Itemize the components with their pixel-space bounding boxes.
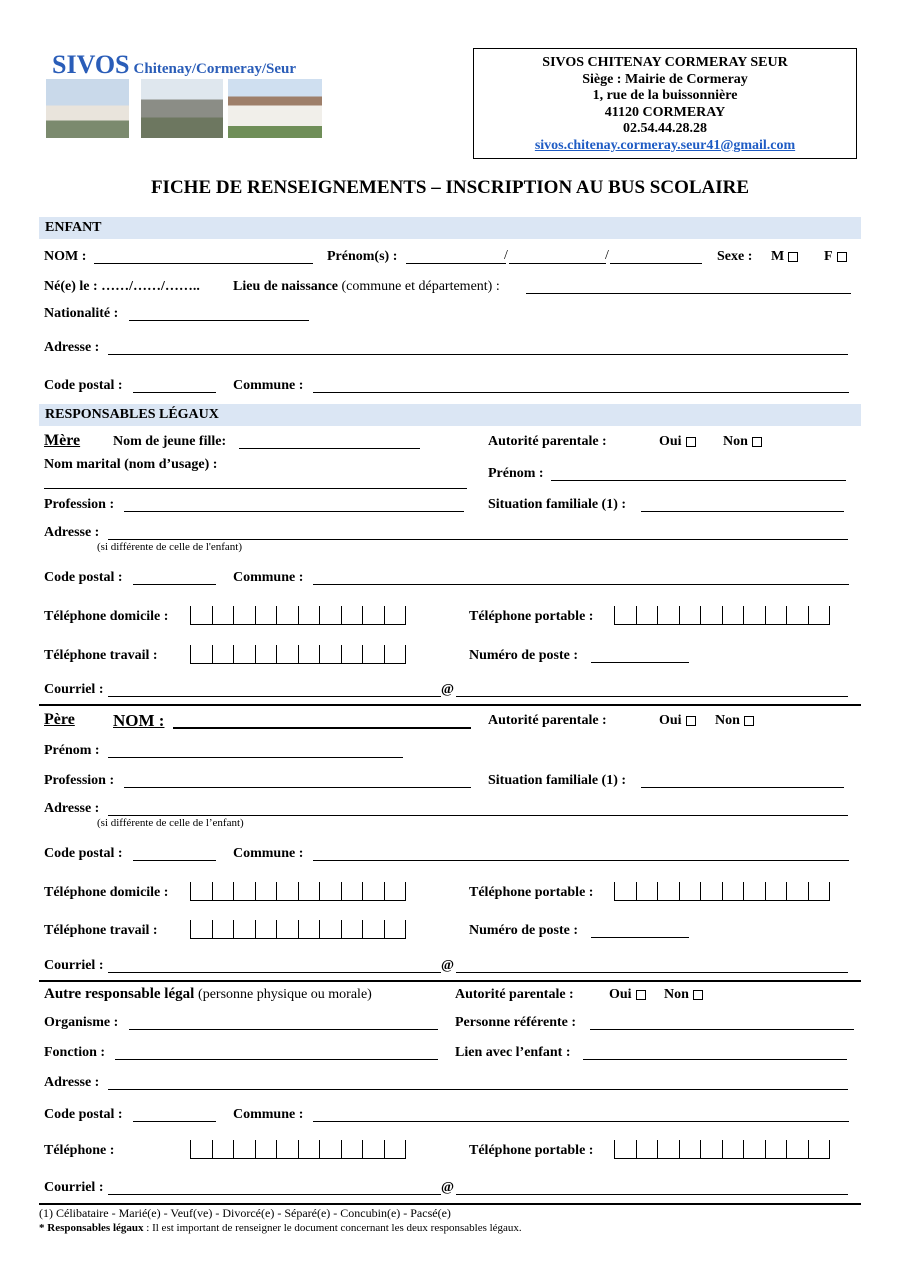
digit-separator (298, 1140, 299, 1158)
poste-field[interactable] (591, 662, 689, 663)
logo-subtitle: Chitenay/Cormeray/Seur (133, 61, 297, 77)
digit-separator (276, 920, 277, 938)
digit-separator (276, 606, 277, 624)
sexe-f-label: F (824, 249, 833, 264)
digit-separator (829, 1140, 830, 1158)
courriel-label: Courriel : (44, 682, 104, 697)
non-label: Non (723, 434, 748, 449)
digit-separator (722, 1140, 723, 1158)
digit-separator (679, 1140, 680, 1158)
digit-separator (743, 882, 744, 900)
pere-nom-field[interactable] (173, 727, 471, 729)
adresse-field[interactable] (108, 539, 848, 540)
adresse-field[interactable] (108, 354, 848, 355)
commune-label: Commune : (233, 846, 304, 861)
divider (39, 980, 861, 982)
oui-label: Oui (659, 713, 682, 728)
digit-separator (298, 920, 299, 938)
nom-jeune-fille-label: Nom de jeune fille: (113, 434, 227, 449)
profession-label: Profession : (44, 497, 115, 512)
form-title: FICHE DE RENSEIGNEMENTS – INSCRIPTION AU BUS SCOLAIRE (150, 177, 750, 198)
telephone-boxes[interactable] (190, 1140, 406, 1159)
mere-title: Mère (44, 432, 81, 449)
at-sign: @ (441, 1180, 455, 1195)
non-label: Non (664, 987, 689, 1002)
digit-separator (212, 1140, 213, 1158)
situation-field[interactable] (641, 787, 844, 788)
adresse-label: Adresse : (44, 1075, 100, 1090)
commune-field[interactable] (313, 1121, 849, 1122)
code-postal-field[interactable] (133, 584, 216, 585)
courriel-user-field[interactable] (108, 696, 441, 697)
adresse-label: Adresse : (44, 801, 100, 816)
digit-separator (765, 882, 766, 900)
house-photo (228, 79, 322, 138)
prenom-label: Prénom : (44, 743, 100, 758)
nationalite-label: Nationalité : (44, 306, 119, 321)
digit-separator (405, 1140, 406, 1158)
digit-separator (657, 882, 658, 900)
digit-separator (614, 606, 615, 624)
digit-separator (341, 882, 342, 900)
autorite-label: Autorité parentale : (488, 713, 607, 728)
digit-separator (384, 645, 385, 663)
adresse-hint: (si différente de celle de l’enfant) (97, 817, 244, 829)
digit-separator (362, 645, 363, 663)
autorite-non (664, 987, 703, 1003)
code-postal-label: Code postal : (44, 378, 123, 393)
situation-field[interactable] (641, 511, 844, 512)
phone-line: 02.54.44.28.28 (623, 121, 707, 136)
address-line: 41120 CORMERAY (604, 104, 726, 120)
digit-separator (298, 606, 299, 624)
address-line: 1, rue de la buissonnière (592, 88, 738, 103)
birthdate-label: Né(e) le : ……/……/…….. (44, 279, 200, 294)
adresse-label: Adresse : (44, 525, 100, 540)
digit-separator (405, 882, 406, 900)
digit-separator (657, 1140, 658, 1158)
lien-field[interactable] (583, 1059, 847, 1060)
digit-separator (212, 645, 213, 663)
poste-label: Numéro de poste : (469, 923, 579, 938)
address-line: Siège : Mairie de Cormeray (582, 71, 748, 87)
digit-separator (679, 882, 680, 900)
pere-title: Père (44, 711, 75, 728)
digit-separator (255, 882, 256, 900)
town-hall-photo (46, 79, 129, 138)
digit-separator (636, 606, 637, 624)
digit-separator (405, 920, 406, 938)
profession-field[interactable] (124, 511, 464, 512)
tel-travail-boxes[interactable] (190, 645, 406, 664)
digit-separator (722, 882, 723, 900)
situation-label: Situation familiale (1) : (488, 773, 627, 788)
digit-separator (190, 882, 191, 900)
code-postal-label: Code postal : (44, 1107, 123, 1122)
autre-title-hint: (personne physique ou morale) (198, 987, 372, 1002)
digit-separator (319, 645, 320, 663)
footnote-text: : Il est important de renseigner le document concernant les deux responsables légaux. (143, 1222, 522, 1234)
digit-separator (190, 645, 191, 663)
digit-separator (657, 606, 658, 624)
divider (39, 1203, 861, 1205)
tel-domicile-boxes[interactable] (190, 606, 406, 625)
tel-travail-label: Téléphone travail : (44, 648, 158, 663)
prenom-field[interactable] (108, 757, 403, 758)
digit-separator (829, 606, 830, 624)
digit-separator (786, 606, 787, 624)
digit-separator (362, 606, 363, 624)
tel-travail-boxes[interactable] (190, 920, 406, 939)
address-box (473, 48, 857, 159)
digit-separator (319, 882, 320, 900)
slash: / (504, 248, 508, 263)
adresse-field[interactable] (108, 815, 848, 816)
lieu-naissance (233, 279, 500, 295)
sexe-f-checkbox[interactable] (837, 252, 847, 262)
commune-label: Commune : (233, 570, 304, 585)
courriel-user-field[interactable] (108, 1194, 441, 1195)
adresse-field[interactable] (108, 1089, 848, 1090)
email-link[interactable]: sivos.chitenay.cormeray.seur41@gmail.com (534, 137, 796, 153)
lieu-field[interactable] (526, 293, 851, 294)
section-heading: ENFANT (45, 220, 102, 235)
non-label: Non (715, 713, 740, 728)
digit-separator (212, 606, 213, 624)
digit-separator (808, 882, 809, 900)
code-postal-field[interactable] (133, 392, 216, 393)
digit-separator (614, 1140, 615, 1158)
digit-separator (190, 1140, 191, 1158)
code-postal-label: Code postal : (44, 570, 123, 585)
digit-separator (700, 606, 701, 624)
commune-label: Commune : (233, 378, 304, 393)
code-postal-field[interactable] (133, 860, 216, 861)
digit-separator (298, 882, 299, 900)
digit-separator (405, 645, 406, 663)
poste-field[interactable] (591, 937, 689, 938)
digit-separator (255, 1140, 256, 1158)
sexe-m (771, 249, 798, 265)
autorite-non (723, 434, 762, 450)
lieu-label: Lieu de naissance (233, 279, 339, 294)
tel-portable-boxes[interactable] (614, 606, 830, 625)
prenom3-field[interactable] (610, 263, 702, 264)
digit-separator (808, 1140, 809, 1158)
digit-separator (319, 606, 320, 624)
sivos-logo (52, 50, 296, 80)
courriel-user-field[interactable] (108, 972, 441, 973)
autorite-oui (659, 713, 696, 729)
courriel-label: Courriel : (44, 958, 104, 973)
digit-separator (276, 882, 277, 900)
non-checkbox[interactable] (693, 990, 703, 1000)
digit-separator (362, 882, 363, 900)
commune-field[interactable] (313, 584, 849, 585)
prenom-field[interactable] (551, 480, 846, 481)
sexe-m-checkbox[interactable] (788, 252, 798, 262)
tel-portable-boxes[interactable] (614, 1140, 830, 1159)
digit-separator (765, 606, 766, 624)
organisme-label: Organisme : (44, 1015, 119, 1030)
courriel-domain-field[interactable] (456, 1194, 848, 1195)
organisme-field[interactable] (129, 1029, 438, 1030)
tel-travail-label: Téléphone travail : (44, 923, 158, 938)
oui-checkbox[interactable] (686, 716, 696, 726)
at-sign: @ (441, 682, 455, 697)
prenom1-field[interactable] (406, 263, 506, 264)
autorite-oui (659, 434, 696, 450)
oui-label: Oui (659, 434, 682, 449)
digit-separator (341, 1140, 342, 1158)
profession-label: Profession : (44, 773, 115, 788)
non-checkbox[interactable] (744, 716, 754, 726)
oui-checkbox[interactable] (636, 990, 646, 1000)
referente-label: Personne référente : (455, 1015, 577, 1030)
digit-separator (722, 606, 723, 624)
digit-separator (255, 645, 256, 663)
nom-label: NOM : (44, 249, 87, 264)
footnote-bold: * Responsables légaux (39, 1222, 144, 1234)
digit-separator (679, 606, 680, 624)
tel-portable-label: Téléphone portable : (469, 609, 594, 624)
fonction-field[interactable] (115, 1059, 438, 1060)
autorite-label: Autorité parentale : (488, 434, 607, 449)
digit-separator (614, 882, 615, 900)
digit-separator (384, 1140, 385, 1158)
code-postal-field[interactable] (133, 1121, 216, 1122)
section-heading: RESPONSABLES LÉGAUX (45, 407, 219, 422)
tel-domicile-label: Téléphone domicile : (44, 885, 169, 900)
address-line: SIVOS CHITENAY CORMERAY SEUR (542, 55, 788, 70)
at-sign: @ (441, 958, 455, 973)
slash: / (605, 248, 609, 263)
digit-separator (255, 606, 256, 624)
digit-separator (405, 606, 406, 624)
digit-separator (808, 606, 809, 624)
code-postal-label: Code postal : (44, 846, 123, 861)
autorite-non (715, 713, 754, 729)
digit-separator (786, 882, 787, 900)
digit-separator (233, 645, 234, 663)
digit-separator (341, 920, 342, 938)
digit-separator (212, 920, 213, 938)
digit-separator (384, 606, 385, 624)
profession-field[interactable] (124, 787, 471, 788)
prenom-label: Prénom : (488, 466, 544, 481)
digit-separator (190, 920, 191, 938)
digit-separator (276, 645, 277, 663)
autre-title-label: Autre responsable légal (44, 986, 195, 1002)
logo-text: SIVOS (52, 50, 130, 79)
sexe-label: Sexe : (717, 249, 753, 264)
commune-field[interactable] (313, 392, 849, 393)
digit-separator (765, 1140, 766, 1158)
digit-separator (233, 920, 234, 938)
prenoms-label: Prénom(s) : (327, 249, 398, 264)
nom-marital-label: Nom marital (nom d’usage) : (44, 457, 218, 472)
sexe-f (824, 249, 847, 265)
digit-separator (786, 1140, 787, 1158)
oui-checkbox[interactable] (686, 437, 696, 447)
tel-domicile-label: Téléphone domicile : (44, 609, 169, 624)
digit-separator (212, 882, 213, 900)
pere-nom-label: NOM : (113, 711, 165, 730)
digit-separator (233, 606, 234, 624)
footnote-situation: (1) Célibataire - Marié(e) - Veuf(ve) - Divorcé(e) - Séparé(e) - Concubin(e) - Pacsé(e) (39, 1206, 451, 1220)
digit-separator (636, 1140, 637, 1158)
referente-field[interactable] (590, 1029, 854, 1030)
tel-portable-boxes[interactable] (614, 882, 830, 901)
autorite-oui (609, 987, 646, 1003)
school-photo (141, 79, 223, 138)
adresse-hint: (si différente de celle de l'enfant) (97, 541, 243, 553)
digit-separator (743, 1140, 744, 1158)
commune-label: Commune : (233, 1107, 304, 1122)
digit-separator (384, 882, 385, 900)
digit-separator (700, 882, 701, 900)
nationalite-field[interactable] (129, 320, 309, 321)
situation-label: Situation familiale (1) : (488, 497, 627, 512)
section-responsables (39, 404, 861, 426)
sexe-m-label: M (771, 249, 785, 264)
lieu-hint: (commune et département) : (341, 279, 500, 294)
prenom2-field[interactable] (509, 263, 606, 264)
digit-separator (636, 882, 637, 900)
digit-separator (319, 1140, 320, 1158)
footnote-responsables (39, 1222, 522, 1234)
digit-separator (362, 920, 363, 938)
telephone-label: Téléphone : (44, 1143, 115, 1158)
oui-label: Oui (609, 987, 632, 1002)
nom-marital-field[interactable] (44, 488, 467, 489)
poste-label: Numéro de poste : (469, 648, 579, 663)
digit-separator (190, 606, 191, 624)
fonction-label: Fonction : (44, 1045, 106, 1060)
digit-separator (298, 645, 299, 663)
tel-portable-label: Téléphone portable : (469, 1143, 594, 1158)
courriel-domain-field[interactable] (456, 696, 848, 697)
lien-label: Lien avec l’enfant : (455, 1045, 571, 1060)
autre-title (44, 986, 372, 1003)
nom-jeune-fille-field[interactable] (239, 448, 420, 449)
digit-separator (743, 606, 744, 624)
digit-separator (276, 1140, 277, 1158)
tel-portable-label: Téléphone portable : (469, 885, 594, 900)
digit-separator (700, 1140, 701, 1158)
digit-separator (233, 1140, 234, 1158)
tel-domicile-boxes[interactable] (190, 882, 406, 901)
digit-separator (255, 920, 256, 938)
digit-separator (384, 920, 385, 938)
nom-field[interactable] (94, 263, 313, 264)
commune-field[interactable] (313, 860, 849, 861)
courriel-label: Courriel : (44, 1180, 104, 1195)
digit-separator (341, 645, 342, 663)
divider (39, 704, 861, 706)
digit-separator (829, 882, 830, 900)
adresse-label: Adresse : (44, 340, 100, 355)
section-enfant (39, 217, 861, 239)
courriel-domain-field[interactable] (456, 972, 848, 973)
digit-separator (341, 606, 342, 624)
non-checkbox[interactable] (752, 437, 762, 447)
digit-separator (319, 920, 320, 938)
digit-separator (233, 882, 234, 900)
digit-separator (362, 1140, 363, 1158)
autorite-label: Autorité parentale : (455, 987, 574, 1002)
